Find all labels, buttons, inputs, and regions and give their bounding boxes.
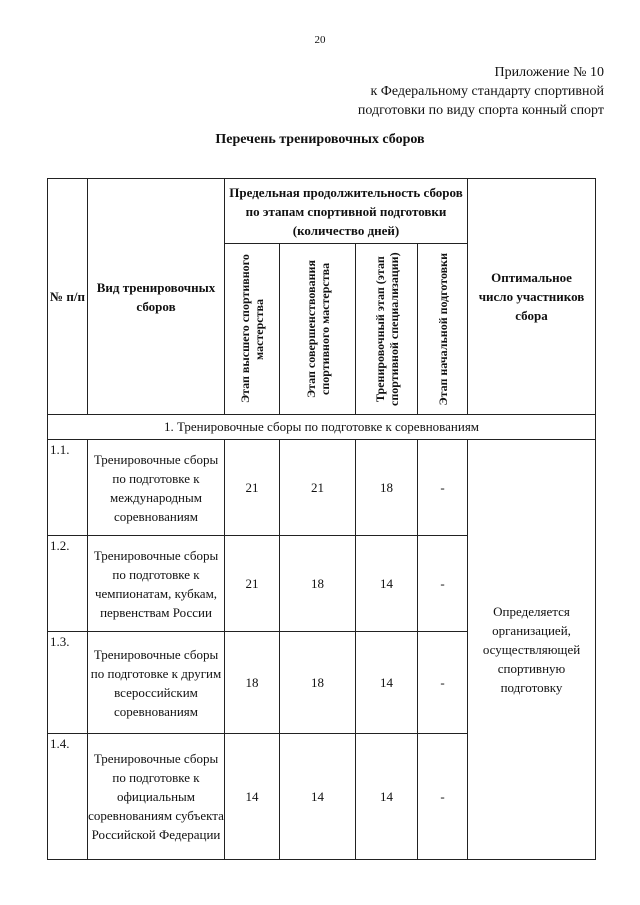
row-kind: Тренировочные сборы по подготовке к другим всероссийским соревнованиям <box>88 632 225 734</box>
row-value: 18 <box>280 632 356 734</box>
row-value: 14 <box>356 536 418 632</box>
table-row <box>48 440 596 536</box>
row-number: 1.3. <box>48 632 88 734</box>
section-heading: 1. Тренировочные сборы по подготовке к соревнованиям <box>48 415 596 440</box>
header-stage-cell <box>225 244 280 415</box>
row-value: 18 <box>280 536 356 632</box>
appendix-block <box>358 63 604 120</box>
header-stage-training: Тренировочный этап (этап спортивной специализации) <box>372 252 401 406</box>
row-number: 1.1. <box>48 440 88 536</box>
document-title: Перечень тренировочных сборов <box>215 132 425 147</box>
row-kind: Тренировочные сборы по подготовке к официальным соревнованиям субъекта Российской Федерации <box>88 734 225 860</box>
row-value: 18 <box>356 440 418 536</box>
optimal-participants: Определяется организацией, осуществляющей спортивную подготовку <box>468 440 596 860</box>
row-value: - <box>418 536 468 632</box>
header-kind: Вид тренировочных сборов <box>88 179 225 415</box>
row-kind: Тренировочные сборы по подготовке к чемпионатам, кубкам, первенствам России <box>88 536 225 632</box>
header-stage-initial: Этап начальной подготовки <box>435 252 450 406</box>
row-value: 21 <box>225 536 280 632</box>
appendix-line-1: Приложение № 10 <box>494 65 604 80</box>
row-value: 14 <box>225 734 280 860</box>
row-value: 21 <box>225 440 280 536</box>
row-value: 21 <box>280 440 356 536</box>
header-optimal: Оптимальное число участников сбора <box>468 179 596 415</box>
header-duration: Предельная продолжительность сборов по этапам спортивной подготовки (количество дней) <box>225 179 468 244</box>
header-stage-cell <box>356 244 418 415</box>
page-number: 20 <box>314 34 326 46</box>
row-value: - <box>418 440 468 536</box>
training-camps-table <box>47 178 596 860</box>
row-value: 18 <box>225 632 280 734</box>
header-num: № п/п <box>48 179 88 415</box>
row-value: - <box>418 632 468 734</box>
row-number: 1.2. <box>48 536 88 632</box>
header-stage-cell <box>280 244 356 415</box>
row-value: - <box>418 734 468 860</box>
header-stage-cell <box>418 244 468 415</box>
row-kind: Тренировочные сборы по подготовке к международным соревнованиям <box>88 440 225 536</box>
header-stage-improvement: Этап совершенствования спортивного мастерства <box>303 260 332 398</box>
header-stage-higher: Этап высшего спортивного мастерства <box>238 254 266 404</box>
row-value: 14 <box>280 734 356 860</box>
row-value: 14 <box>356 734 418 860</box>
row-number: 1.4. <box>48 734 88 860</box>
row-value: 14 <box>356 632 418 734</box>
appendix-line-2: к Федеральному стандарту спортивной <box>370 84 604 99</box>
appendix-line-3: подготовки по виду спорта конный спорт <box>357 103 604 118</box>
